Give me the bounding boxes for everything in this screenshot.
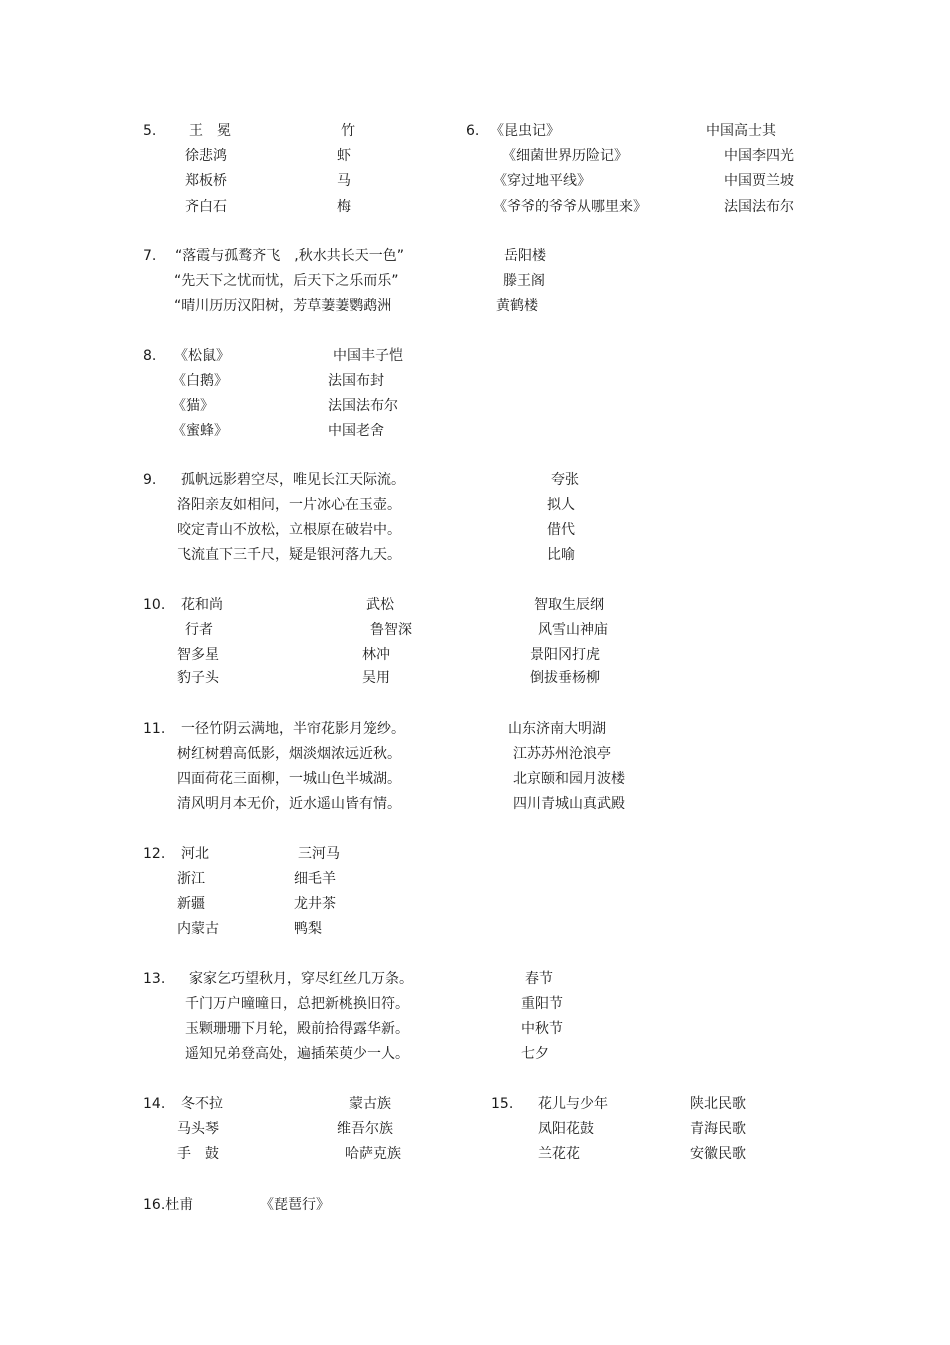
q13-festival: 春节 bbox=[525, 971, 553, 987]
q13-verse: 千门万户曈曈日，总把新桃换旧符。 bbox=[185, 996, 409, 1012]
q10-hero: 鲁智深 bbox=[370, 622, 412, 638]
q6-author: 中国贾兰坡 bbox=[724, 173, 794, 189]
question-number: 13. bbox=[143, 971, 166, 987]
q15-origin: 安徽民歌 bbox=[690, 1146, 746, 1162]
q15-origin: 陕北民歌 bbox=[690, 1096, 746, 1112]
q6-author: 法国法布尔 bbox=[724, 199, 794, 215]
q10-story: 风雪山神庙 bbox=[538, 622, 608, 638]
q8-author: 中国老舍 bbox=[328, 423, 384, 439]
q5-left-item: 郑板桥 bbox=[185, 173, 227, 189]
q5-left-item: 齐白石 bbox=[185, 199, 227, 215]
q9-verse: 咬定青山不放松，立根原在破岩中。 bbox=[177, 522, 401, 538]
q10-nickname: 花和尚 bbox=[181, 597, 223, 613]
q10-hero: 林冲 bbox=[362, 647, 390, 663]
q15-song: 兰花花 bbox=[538, 1146, 580, 1162]
q12-specialty: 细毛羊 bbox=[294, 871, 336, 887]
q9-verse: 飞流直下三千尺，疑是银河落九天。 bbox=[177, 547, 401, 563]
q13-verse: 遥知兄弟登高处，遍插茱萸少一人。 bbox=[185, 1046, 409, 1062]
q14-instrument: 手 鼓 bbox=[177, 1146, 219, 1162]
q10-story: 智取生辰纲 bbox=[534, 597, 604, 613]
q6-book-title: 《爷爷的爷爷从哪里来》 bbox=[493, 199, 647, 215]
q7-quote: “先天下之忧而忧，后天下之乐而乐” bbox=[174, 273, 399, 289]
question-number: 6. bbox=[466, 123, 480, 139]
question-number: 9. bbox=[143, 472, 157, 488]
q11-location: 北京颐和园月波楼 bbox=[513, 771, 625, 787]
q14-ethnic-group: 维吾尔族 bbox=[337, 1121, 393, 1137]
q13-verse: 玉颗珊珊下月轮，殿前拾得露华新。 bbox=[185, 1021, 409, 1037]
q8-author: 法国布封 bbox=[328, 373, 384, 389]
q6-book-title: 《细菌世界历险记》 bbox=[502, 148, 628, 164]
q9-verse: 洛阳亲友如相问，一片冰心在玉壶。 bbox=[177, 497, 401, 513]
q11-location: 四川青城山真武殿 bbox=[513, 796, 625, 812]
q8-author: 中国丰子恺 bbox=[333, 348, 403, 364]
q10-nickname: 智多星 bbox=[177, 647, 219, 663]
question-number: 15. bbox=[491, 1096, 514, 1112]
q14-ethnic-group: 蒙古族 bbox=[349, 1096, 391, 1112]
question-number: 11. bbox=[143, 721, 166, 737]
q6-book-title: 《穿过地平线》 bbox=[493, 173, 591, 189]
q11-couplet: 四面荷花三面柳，一城山色半城湖。 bbox=[177, 771, 401, 787]
q8-essay-title: 《蜜蜂》 bbox=[172, 423, 228, 439]
q7-quote: “晴川历历汉阳树，芳草萋萋鹦鹉洲 bbox=[174, 298, 392, 314]
q7-building: 岳阳楼 bbox=[504, 248, 546, 264]
q10-nickname: 行者 bbox=[185, 622, 213, 638]
q12-province: 新疆 bbox=[177, 896, 205, 912]
q11-location: 山东济南大明湖 bbox=[508, 721, 606, 737]
question-number: 12. bbox=[143, 846, 166, 862]
q14-instrument: 冬不拉 bbox=[181, 1096, 223, 1112]
q10-story: 景阳冈打虎 bbox=[530, 647, 600, 663]
q12-specialty: 鸭梨 bbox=[294, 921, 322, 937]
q16-poem-title: 《琵琶行》 bbox=[260, 1197, 330, 1213]
q16-author: 16.杜甫 bbox=[143, 1197, 194, 1213]
q15-song: 凤阳花鼓 bbox=[538, 1121, 594, 1137]
q9-rhetoric: 借代 bbox=[547, 522, 575, 538]
q7-building: 黄鹤楼 bbox=[496, 298, 538, 314]
q5-left-item: 徐悲鸿 bbox=[185, 148, 227, 164]
q5-right-item: 竹 bbox=[341, 123, 355, 139]
q7-building: 滕王阁 bbox=[503, 273, 545, 289]
q5-right-item: 梅 bbox=[337, 199, 351, 215]
q5-right-item: 虾 bbox=[337, 148, 351, 164]
question-number: 14. bbox=[143, 1096, 166, 1112]
question-number: 5. bbox=[143, 123, 157, 139]
q12-specialty: 三河马 bbox=[298, 846, 340, 862]
q8-author: 法国法布尔 bbox=[328, 398, 398, 414]
q8-essay-title: 《白鹅》 bbox=[172, 373, 228, 389]
q9-rhetoric: 夸张 bbox=[551, 472, 579, 488]
q14-ethnic-group: 哈萨克族 bbox=[345, 1146, 401, 1162]
q10-story: 倒拔垂杨柳 bbox=[530, 670, 600, 686]
q9-rhetoric: 拟人 bbox=[547, 497, 575, 513]
q5-left-item: 王 冕 bbox=[189, 123, 231, 139]
q13-festival: 中秋节 bbox=[521, 1021, 563, 1037]
q12-specialty: 龙井茶 bbox=[294, 896, 336, 912]
q11-location: 江苏苏州沧浪亭 bbox=[513, 746, 611, 762]
q13-verse: 家家乞巧望秋月，穿尽红丝几万条。 bbox=[189, 971, 413, 987]
q12-province: 内蒙古 bbox=[177, 921, 219, 937]
q11-couplet: 一径竹阴云满地，半帘花影月笼纱。 bbox=[181, 721, 405, 737]
q13-festival: 重阳节 bbox=[521, 996, 563, 1012]
q6-book-title: 《昆虫记》 bbox=[490, 123, 560, 139]
q12-province: 浙江 bbox=[177, 871, 205, 887]
q11-couplet: 树红树碧高低影，烟淡烟浓远近秋。 bbox=[177, 746, 401, 762]
q9-rhetoric: 比喻 bbox=[547, 547, 575, 563]
q9-verse: 孤帆远影碧空尽，唯见长江天际流。 bbox=[181, 472, 405, 488]
q10-hero: 武松 bbox=[366, 597, 394, 613]
q6-author: 中国李四光 bbox=[724, 148, 794, 164]
q10-nickname: 豹子头 bbox=[177, 670, 219, 686]
q7-quote: “落霞与孤鹜齐飞 ,秋水共长天一色” bbox=[175, 248, 404, 264]
q11-couplet: 清风明月本无价，近水遥山皆有情。 bbox=[177, 796, 401, 812]
q15-song: 花儿与少年 bbox=[538, 1096, 608, 1112]
question-number: 10. bbox=[143, 597, 166, 613]
q15-origin: 青海民歌 bbox=[690, 1121, 746, 1137]
q5-right-item: 马 bbox=[337, 173, 351, 189]
q14-instrument: 马头琴 bbox=[177, 1121, 219, 1137]
question-number: 8. bbox=[143, 348, 157, 364]
q13-festival: 七夕 bbox=[521, 1046, 549, 1062]
q12-province: 河北 bbox=[181, 846, 209, 862]
q6-author: 中国高士其 bbox=[706, 123, 776, 139]
q8-essay-title: 《松鼠》 bbox=[174, 348, 230, 364]
question-number: 7. bbox=[143, 248, 157, 264]
q8-essay-title: 《猫》 bbox=[172, 398, 214, 414]
q10-hero: 吴用 bbox=[362, 670, 390, 686]
